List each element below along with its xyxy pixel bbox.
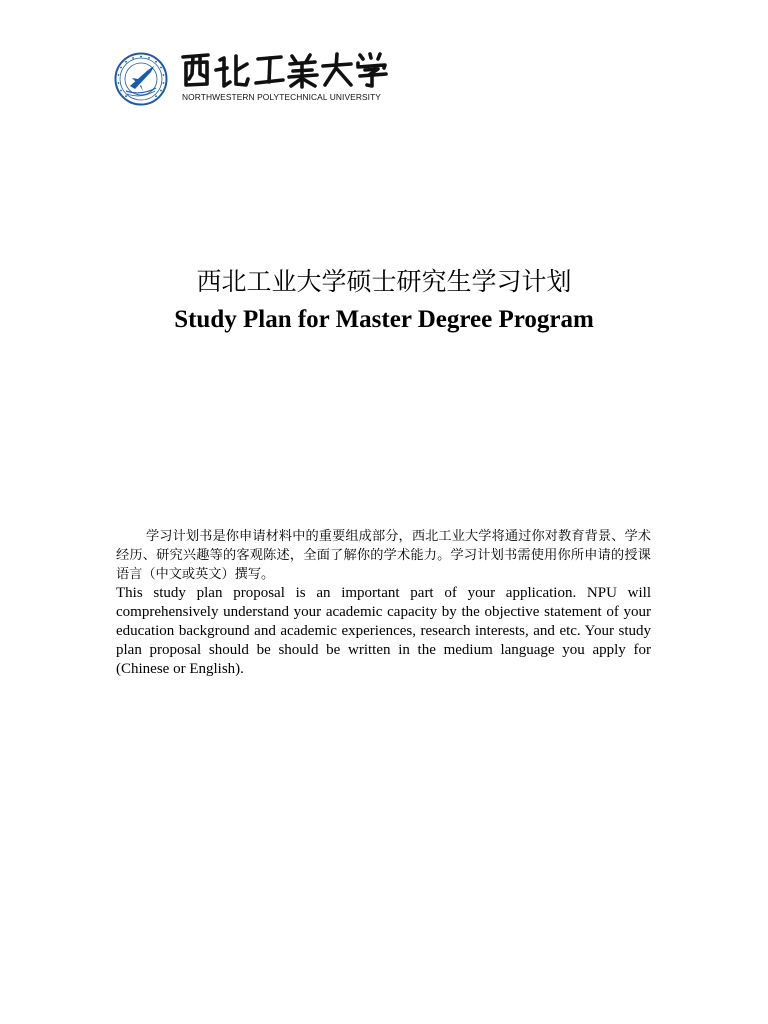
university-name-calligraphy [180, 50, 390, 90]
instructions-paragraph-chinese: 学习计划书是你申请材料中的重要组成部分，西北工业大学将通过你对教育背景、学术经历、研究兴趣等的客观陈述，全面了解你的学术能力。学习计划书需使用你所申请的授课语言（中文或英文）撰写。 [116, 529, 651, 582]
university-wordmark [180, 50, 410, 106]
university-logo-header [114, 50, 404, 106]
instructions-section [116, 527, 651, 679]
university-name-english: NORTHWESTERN POLYTECHNICAL UNIVERSITY [182, 92, 381, 102]
university-seal-icon [114, 52, 168, 106]
instructions-paragraph-english: This study plan proposal is an important part of your application. NPU will comprehensively understand your academic capacity by the objective statement of your education background and academic experiences, research interests, and etc. Your study plan proposal should be should be written in the medium language you apply for (Chinese or English). [116, 585, 651, 677]
document-title-english: Study Plan for Master Degree Program [174, 306, 594, 333]
document-title-chinese: 西北工业大学硕士研究生学习计划 [196, 267, 572, 296]
